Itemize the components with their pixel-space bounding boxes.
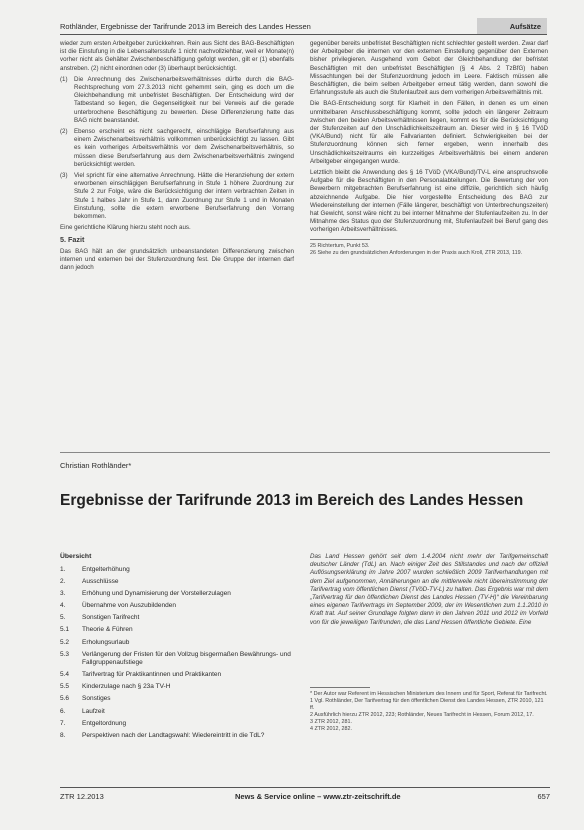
right-column <box>310 40 548 257</box>
footnote: 1 Vgl. Rothländer, Der Tarifvertrag für den öffentlichen Dienst des Landes Hessen, ZTR 2010, 121 ff. <box>310 698 544 711</box>
fazit-paragraph: Das BAG hält an der grundsätzlich unbeanstandeten Differenzierung zwischen internen und externen bei der Stufenzuordnung fest. Die Gruppe der internen darf dann jedoch <box>60 247 294 272</box>
toc-heading: Übersicht <box>60 553 92 560</box>
left-column <box>60 40 294 275</box>
article-divider <box>60 452 550 453</box>
article-footnotes <box>310 683 548 733</box>
footnote: 2 Ausführlich hierzu ZTR 2012, 223; Rothländer, Neues Tarifrecht in Hessen, Forum 2012, 17. <box>310 712 534 718</box>
toc-entry: 5. Sonstigen Tarifrecht <box>60 614 140 622</box>
running-title: Rothländer, Ergebnisse der Tarifrunde 2013 im Bereich des Landes Hessen <box>60 22 311 31</box>
section-label: Aufsätze <box>509 22 541 31</box>
toc-entry: 5.3 Verlängerung der Fristen für den Vollzug bisgermaßen Bewährungs- und Fallgruppenaufstiege <box>60 650 291 667</box>
toc-entry: 5.5 Kinderzulage nach § 23a TV-H <box>60 683 171 691</box>
toc-entry: 8. Perspektiven nach der Landtagswahl: Wiedereintritt in die TdL? <box>60 731 265 739</box>
toc-entry: 5.1 Theorie & Führen <box>60 626 133 634</box>
toc-entry: 2. Ausschlüsse <box>60 578 119 586</box>
fazit-heading: 5. Fazit <box>60 235 85 245</box>
list-item: (1) Die Anrechnung des Zwischenarbeitsverhältnisses dürfte durch die BAG-Rechtsprechung vom 27.3.2013 nicht gehemmt sein, ging es doch um die Gleichbehandlung mit unbefristet Beschäftigten. Der Entscheidung wird der Tatbestand so liegen, die Gegenseitigkeit nur bei Verweis auf die gerade unterbrochene Beschäftigung zu bewerten. Diese Differenzierung hatte das BAG nicht beanstandet. <box>60 75 294 124</box>
page-footer <box>60 787 550 802</box>
article-author: Christian Rothländer* <box>60 461 132 470</box>
toc-entry: 5.2 Erholungsurlaub <box>60 638 130 646</box>
page-number: 657 <box>537 792 550 801</box>
paragraph: Letztlich bleibt die Anwendung des § 16 TVöD (VKA/Bund)/TV-L eine anspruchsvolle Aufgabe für die Beschäftigten in den Personalabteilungen. Die Bewertung der von Bewerbern mitgebrachten Berufserfahrung ist eine diffizile, gerichtlich sich häufig abzeichnende Aufgabe. Die hier vorgestellte Entscheidung des BAG zur Wiedereinstellung der internen (Fälle längerer, beschäftigt von Unterbrechungszeiten) hat Gewicht, sonst wäre nicht zu bei interner Mitnahme der Stufenlaufzeiten zu. In der Mitnahme des Status quo der Stufenzuordnung mit, Stufenlaufzeit bei Beruf gang des vorherigen Arbeitsverhältnisses. <box>310 169 548 234</box>
footnote: * Der Autor war Referent im Hessischen Ministerium des Innern und für Sport, Referat für Tarifrecht. <box>310 691 548 697</box>
paragraph: gegenüber bereits unbefristet Beschäftigten nicht schlechter gestellt werden. Zwar darf der Arbeitgeber die internen vor den externen Einstellung gegenüber den Externen bisher privilegieren. Ausgehend vom Gebot der Gleichbehandlung der befristet Beschäftigten mit den unbefristet Beschäftigten (§ 4 Abs. 2 TzBfG) haben Missachtungen bei der Stufenzuordnung jedoch im Leere. Faktisch müssen alle Beschäftigten, die beim selben Arbeitgeber erneut tätig werden, dann sowohl die Erfahrungsstufe als auch die Stufenlaufzeit aus dem vorherigen Arbeitsverhältnis mit. <box>310 40 548 97</box>
journal-issue: ZTR 12.2013 <box>60 792 104 801</box>
toc-entry: 3. Erhöhung und Dynamisierung der Vorstellerzulagen <box>60 590 231 598</box>
article-title: Ergebnisse der Tarifrunde 2013 im Bereich des Landes Hessen <box>60 492 524 509</box>
toc-entry: 5.4 Tarifvertrag für Praktikantinnen und Praktikanten <box>60 671 222 679</box>
footnote: 4 ZTR 2012, 282. <box>310 726 352 732</box>
footnote: 3 ZTR 2012, 281. <box>310 719 352 725</box>
toc-entry: 6. Laufzeit <box>60 707 105 715</box>
footnote-rule <box>310 239 370 240</box>
toc-entry: 7. Entgeltordnung <box>60 719 127 727</box>
table-of-contents <box>60 566 294 744</box>
intro-paragraph: wieder zum ersten Arbeitgeber zurückkehren. Rein aus Sicht des BAG-Beschäftigten ist die Einstufung in die Lebensaltersstufe 1 nicht nachvollziehbar, weil er Monate(n) vorher nicht als Gehälter Zwischenbeschäftigung gefolgt werden, gilt er (1) ebenfalls anstreben. (2) nicht einordnen oder (3) überhaupt berücksichtigt. <box>60 40 294 72</box>
footnote-rule <box>310 687 370 688</box>
toc-entry: 1. Entgelterhöhung <box>60 566 130 573</box>
page-header <box>60 20 547 35</box>
list-item: (2) Ebenso erscheint es nicht sachgerecht, einschlägige Berufserfahrung aus einem Zwischenarbeitsverhältnis vollkommen unberücksichtigt zu lassen. Gibt es kein vorheriges Arbeitsverhältnis vor dem Zwischenarbeitsverhältnis, so müssen diese Berufserfahrung aus dem Zwischenarbeitsverhältnis zwingend berücksichtigt werden. <box>60 128 294 168</box>
footnote: 26 Siehe zu den grundsätzlichen Anforderungen in der Praxis auch Kroll, ZTR 2013, 119. <box>310 249 523 256</box>
toc-entry: 4. Übernahme von Auszubildenden <box>60 602 176 610</box>
footnote: 25 Richtertum, Punkt 53. <box>310 242 370 249</box>
article-abstract: Das Land Hessen gehört seit dem 1.4.2004 nicht mehr der Tarifgemeinschaft deutscher Länder (TdL) an. Nach einiger Zeit des Stillstandes und nach der offiziell Auflösungserklärung im Jahre 2007 wurden schließlich 2009 Tarifverhandlungen mit dem Ziel aufgenommen, Annäherungen an die mittlerweile nicht übereinstimmung der Tarifvertrag vom öffentlichen Dienst (TVöD-TV-L) zu halten. Das Ergebnis war mit dem „Tarifvertrag für den öffentlichen Dienst des Landes Hessen (TV-H)“ die Vereinbarung eines eigenen Tarifvertrags im September 2009, der im Wesentlichen zum 1.1.2010 in Kraft trat. Auf seiner Grundlage folgten dann in den Jahren 2011 und 2012 im Vorfeld von für die jeweiligen Tarifrunden, die das Land Hessen öffentliche Gebiete. Eine <box>310 553 548 626</box>
list-item: (3) Viel spricht für eine alternative Anrechnung. Hätte die Heranziehung der extern erworbenen einschlägigen Berufserfahrung in Stufe 1 höhere Zuordnung zur Stufe 2 zur Folge, wäre die Berücksichtigung der intern verbrachten Zeiten in Stufe 1 halbes Jahr in Stufe 1, dann Zuordnung zur Stufe 1 und in Monaten Einstufung, sollte die extern erworbene Berufserfahrung den Vorrang bekommen. <box>60 172 294 221</box>
closing-sentence: Eine gerichtliche Klärung hierzu steht noch aus. <box>60 224 191 232</box>
footer-link[interactable]: News & Service online – www.ztr-zeitschrift.de <box>235 792 401 801</box>
paragraph: Die BAG-Entscheidung sorgt für Klarheit in den Fällen, in denen es um einen unmittelbaren Anschlussbeschäftigung kommt, sollte jedoch ein längerer Zeitraum zwischen den beiden Arbeitsverhältnissen liegen, kommt es für die Berücksichtigung der Stufenzeiten auf den Unschädlichkeitszeitraum an. Dieser wird in § 16 TVöD (VKA/Bund) nicht für alle Fallvarianten definiert. Schwierigkeiten bei der Stufenzuordnung können sich ferner ergeben, wenn innerhalb des Unschädlichkeitszeitraums ein kurzzeitiges Arbeitsverhältnis bei einem anderen Arbeitgeber eingegangen wurde. <box>310 100 548 165</box>
toc-entry: 5.6 Sonstiges <box>60 695 111 703</box>
